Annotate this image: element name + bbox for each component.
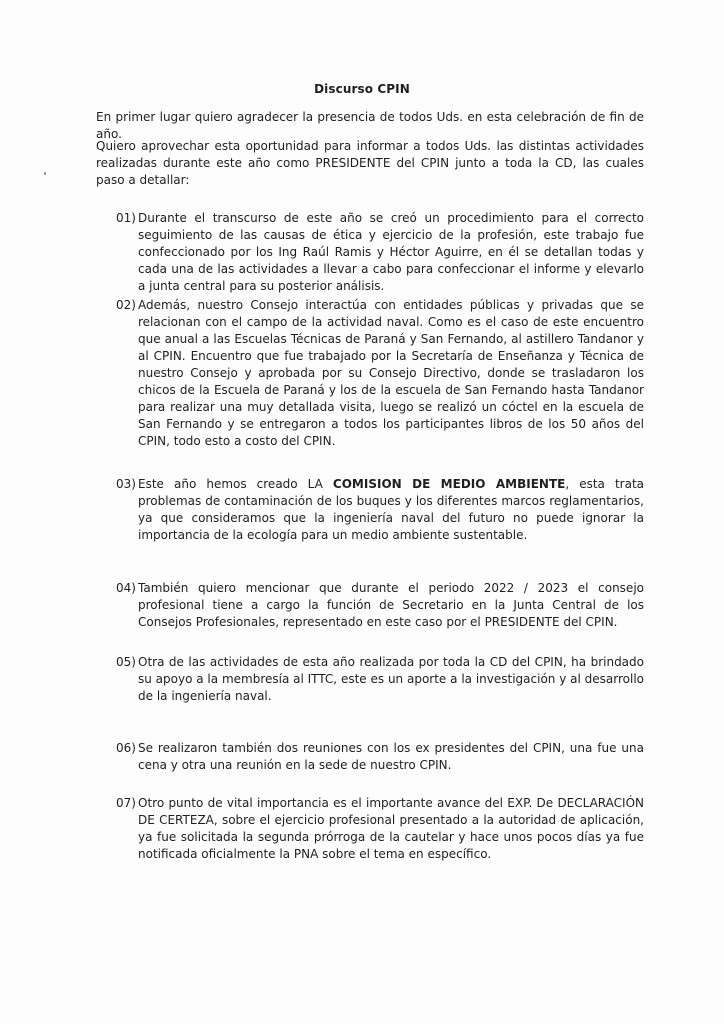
item-number: 01)	[116, 211, 136, 225]
item-text	[138, 476, 644, 544]
list-item-02	[116, 297, 644, 450]
item-number: 07)	[116, 796, 136, 810]
item-text-after: , esta trata problemas de contaminación de los buques y los diferentes marcos reglamentarios, ya que consideramos que la ingeniería naval del futuro no puede ignorar la importancia de la ecología para un medio ambiente sustentable.	[138, 477, 645, 542]
list-item-04	[116, 580, 644, 631]
document-title: Discurso CPIN	[314, 82, 410, 96]
list-item-06	[116, 740, 644, 774]
list-item-07	[116, 795, 644, 863]
item-number: 04)	[116, 581, 136, 595]
item-text-before: Este año hemos creado LA	[138, 477, 333, 491]
commission-name: COMISION DE MEDIO AMBIENTE	[332, 477, 566, 491]
item-text: Además, nuestro Consejo interactúa con entidades públicas y privadas que se relacionan con el campo de la actividad naval. Como es el caso de este encuentro que anual a las Escuelas Técnicas de Paraná y San Fernando, al astillero Tandanor y al CPIN. Encuentro que fue trabajado por la Secretaría de Enseñanza y Técnica de nuestro Consejo y aprobada por su Consejo Directivo, donde se trasladaron los chicos de la Escuela de Paraná y los de la escuela de San Fernando hasta Tandanor para realizar una muy detallada visita, luego se realizó un cóctel en la escuela de San Fernando y se entregaron a todos los participantes libros de los 50 años del CPIN, todo esto a costo del CPIN.	[138, 298, 644, 448]
item-number: 06)	[116, 741, 136, 755]
list-item-01	[116, 210, 644, 295]
item-number: 03)	[116, 477, 136, 491]
item-number: 05)	[116, 655, 136, 669]
item-text: Se realizaron también dos reuniones con los ex presidentes del CPIN, una fue una cena y otra una reunión en la sede de nuestro CPIN.	[138, 741, 644, 772]
item-text: Otro punto de vital importancia es el importante avance del EXP. De DECLARACIÓN DE CERTEZA, sobre el ejercicio profesional presentado a la autoridad de aplicación, ya fue solicitada la segunda prórroga de la cautelar y hace unos pocos días ya fue notificada oficialmente la PNA sobre el tema en específico.	[138, 796, 644, 861]
intro-paragraph-2: Quiero aprovechar esta oportunidad para informar a todos Uds. las distintas actividades realizadas durante este año como PRESIDENTE del CPIN junto a toda la CD, las cuales paso a detallar:	[96, 139, 644, 187]
item-text: Otra de las actividades de esta año realizada por toda la CD del CPIN, ha brindado su apoyo a la membresía al ITTC, este es un aporte a la investigación y al desarrollo de la ingeniería naval.	[138, 655, 644, 703]
item-number: 02)	[116, 298, 136, 312]
list-item-05	[116, 654, 644, 705]
item-text: Durante el transcurso de este año se creó un procedimiento para el correcto seguimiento de las causas de ética y ejercicio de la profesión, este trabajo fue confeccionado por los Ing Raúl Ramis y Héctor Aguirre, en él se detallan todas y cada una de las actividades a llevar a cabo para confeccionar el informe y elevarlo a junta central para su posterior análisis.	[138, 211, 644, 293]
item-text: También quiero mencionar que durante el periodo 2022 / 2023 el consejo profesional tiene a cargo la función de Secretario en la Junta Central de los Consejos Profesionales, representado en este caso por el PRESIDENTE del CPIN.	[138, 581, 644, 629]
list-item-03	[116, 476, 644, 544]
scan-speck	[44, 172, 46, 175]
intro-paragraph-1: En primer lugar quiero agradecer la presencia de todos Uds. en esta celebración de fin de año.	[96, 110, 644, 141]
